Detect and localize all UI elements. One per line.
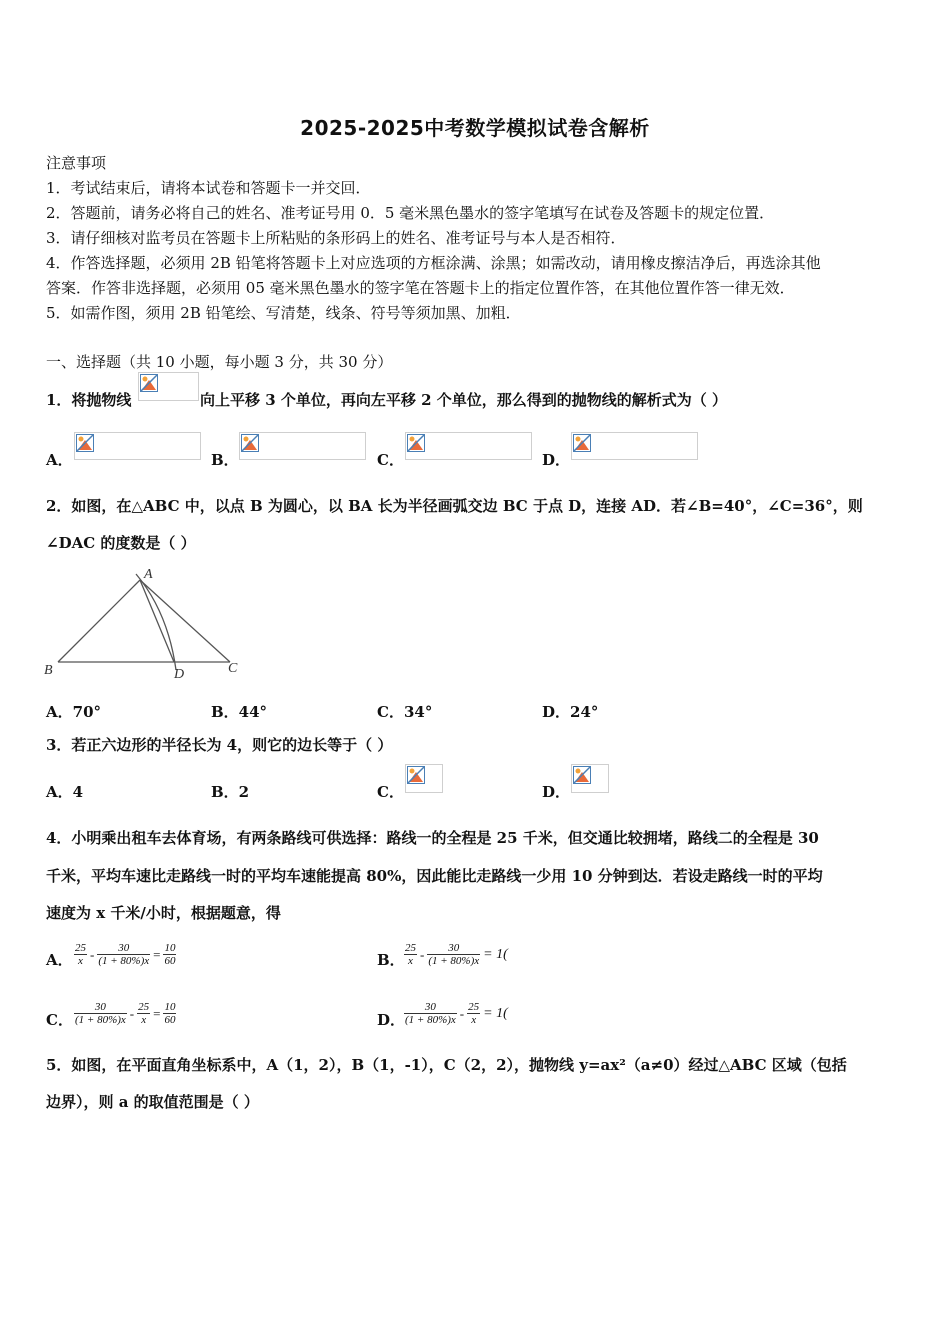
q2-option-b: B．44° [211,703,268,721]
notes-item: 2．答题前，请务必将自己的姓名、准考证号用 0．5 毫米黑色墨水的签字笔填写在试卷及答题卡的规定位置． [46,204,775,222]
equation-tail: = 1( [483,1005,508,1021]
q1-option-a-label: A． [46,451,73,469]
q4-option-c-equation [74,1001,176,1026]
q3-option-c-label: C． [377,783,404,801]
q3-option-a: A．4 [46,783,84,801]
denominator: x [78,955,83,967]
notes-item: 5．如需作图，须用 2B 铅笔绘、写清楚，线条、符号等须加黑、加粗． [46,304,521,322]
image-icon [140,374,158,392]
point-label-a: A [144,567,153,582]
segment-ba [58,580,140,662]
numerator: 25 [75,942,86,954]
question-4-line3: 速度为 x 千米/小时，根据题意，得 [46,904,281,922]
q4-option-a-label: A． [46,951,73,969]
page-title: 2025-2025中考数学模拟试卷含解析 [300,116,650,140]
numerator: 25 [468,1001,480,1013]
notes-item: 1．考试结束后，请将本试卷和答题卡一并交回． [46,179,371,197]
denominator: (1 + 80%)x [405,1014,456,1026]
numerator: 25 [138,1001,150,1013]
q1-option-b-label: B． [211,451,239,469]
question-5-line2: 边界），则 a 的取值范围是（ ） [46,1093,259,1111]
operator: - [129,1005,135,1021]
denominator: x [141,1014,147,1026]
image-icon [573,434,591,452]
formula-image-placeholder [138,372,199,401]
segment-ac [140,580,230,662]
denominator: 60 [164,1014,176,1026]
q3-option-d-formula [571,764,609,793]
point-label-b: B [44,663,53,678]
q3-option-c-formula [405,764,443,793]
fraction [74,942,87,967]
numerator: 10 [164,1001,176,1013]
notes-item: 答案．作答非选择题，必须用 05 毫米黑色墨水的签字笔在答题卡上的指定位置作答，在其他位置作答一律无效． [46,279,795,297]
numerator: 25 [405,942,416,954]
q2-option-a: A．70° [46,703,102,721]
notes-item: 4．作答选择题，必须用 2B 铅笔将答题卡上对应选项的方框涂满、涂黑；如需改动，请用橡皮擦洁净后，再选涂其他 [46,254,821,272]
question-4-line2: 千米，平均车速比走路线一时的平均车速能提高 80%，因此能比走路线一少用 10 分钟到达．若设走路线一时的平均 [46,867,823,885]
q1-option-d-label: D． [542,451,571,469]
fraction [97,942,150,967]
numerator: 30 [404,1001,457,1014]
question-5-line1: 5．如图，在平面直角坐标系中，A（1，2），B（1，-1），C（2，2），抛物线 y=ax²（a≠0）经过△ABC 区域（包括 [46,1056,847,1074]
q1-option-a-formula [74,432,201,460]
fraction [163,1001,176,1026]
question-3: 3．若正六边形的半径长为 4，则它的边长等于（ ） [46,736,393,754]
q1-option-b-formula [239,432,366,460]
image-icon [241,434,259,452]
point-label-d: D [174,667,185,682]
operator: - [420,946,425,962]
fraction [163,942,176,967]
q1-option-c-formula [405,432,532,460]
denominator: x [408,955,413,967]
denominator: (1 + 80%)x [75,1014,126,1026]
image-icon [573,766,591,784]
numerator: 30 [74,1001,127,1014]
denominator: x [471,1014,477,1026]
fraction [404,1001,457,1026]
triangle-figure [40,562,250,684]
operator: - [459,1005,465,1021]
q3-option-d-label: D． [542,783,571,801]
question-2-line1: 2．如图，在△ABC 中，以点 B 为圆心，以 BA 长为半径画弧交边 BC 于点 D，连接 AD．若∠B=40°，∠C=36°，则 [46,497,863,515]
image-icon [407,434,425,452]
fraction [74,1001,127,1026]
q4-option-b-label: B． [377,951,405,969]
notes-heading: 注意事项 [46,154,107,172]
question-1-suffix: 向上平移 3 个单位，再向左平移 2 个单位，那么得到的抛物线的解析式为（ ） [200,391,727,409]
fraction [467,1001,480,1026]
q1-option-d-formula [571,432,698,460]
arc [136,574,176,670]
operator: - [90,946,95,962]
q4-option-c-label: C． [46,1011,73,1029]
question-4-line1: 4．小明乘出租车去体育场，有两条路线可供选择：路线一的全程是 25 千米，但交通比较拥堵，路线二的全程是 30 [46,829,819,847]
point-label-c: C [228,661,238,676]
fraction [137,1001,150,1026]
question-2-line2: ∠DAC 的度数是（ ） [46,534,196,552]
fraction [427,942,480,967]
fraction [404,942,417,967]
numerator: 10 [164,942,176,954]
question-1-prefix: 1．将抛物线 [46,391,132,409]
q4-option-b-equation [404,942,508,967]
q1-option-c-label: C． [377,451,404,469]
equation-tail: = 1( [483,946,508,962]
equals: = [153,946,161,962]
denominator: 60 [164,955,176,967]
denominator: (1 + 80%)x [98,955,150,967]
segment-ad [140,580,174,662]
denominator: (1 + 80%)x [428,955,480,967]
q4-option-d-label: D． [377,1011,406,1029]
section-heading: 一、选择题（共 10 小题，每小题 3 分，共 30 分） [46,353,393,371]
q2-option-d: D．24° [542,703,599,721]
image-icon [76,434,94,452]
image-icon [407,766,425,784]
equals: = [153,1005,161,1021]
q4-option-d-equation [404,1001,508,1026]
q4-option-a-equation [74,942,176,967]
q2-option-c: C．34° [377,703,433,721]
q3-option-b: B．2 [211,783,250,801]
numerator: 30 [427,942,480,955]
notes-item: 3．请仔细核对监考员在答题卡上所粘贴的条形码上的姓名、准考证号与本人是否相符． [46,229,626,247]
numerator: 30 [97,942,150,955]
